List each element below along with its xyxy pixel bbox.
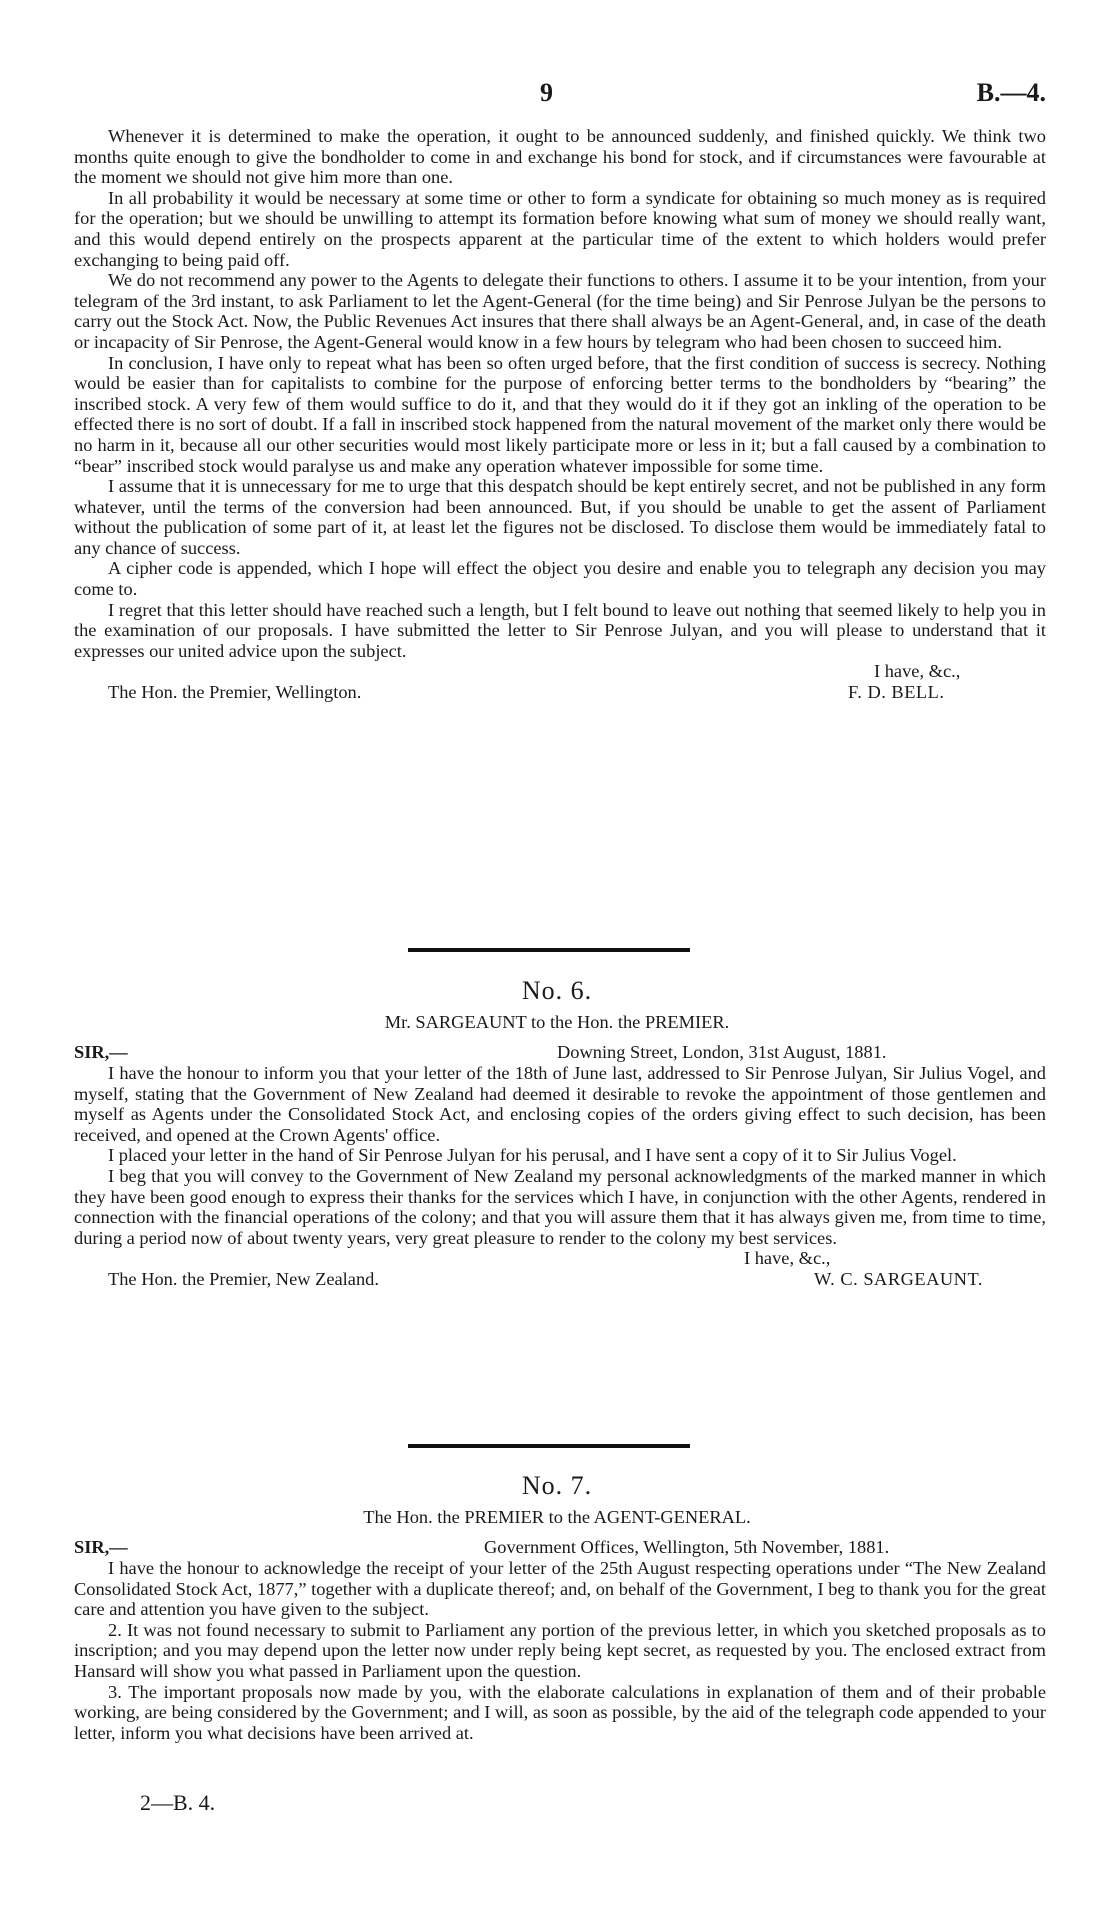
paragraph: 2. It was not found necessary to submit to Parliament any portion of the previous letter, in which you sketched proposals as to inscription; and you may depend upon the letter now under reply being kept secret, as requested by you. The enclosed extract from Hansard will show you what passed in Parliament upon the question. xyxy=(74,1619,1046,1681)
dateline: Downing Street, London, 31st August, 1881. xyxy=(557,1042,887,1062)
signer: F. D. BELL. xyxy=(848,682,945,703)
paragraph: 3. The important proposals now made by you, with the elaborate calculations in explanation of them and of their probable working, are being considered by the Government; and I will, as soon as possible, by the aid of the telegraph code appended to your letter, inform you what decisions have been arrived at. xyxy=(74,1681,1046,1743)
letter-number: No. 7. xyxy=(521,1471,593,1500)
sign-off: I have, &c., xyxy=(874,661,961,682)
letter-parties: Mr. SARGEAUNT to the Hon. the PREMIER. xyxy=(384,1012,730,1032)
page-number: 9 xyxy=(540,78,553,107)
dateline: Government Offices, Wellington, 5th November, 1881. xyxy=(484,1537,890,1557)
letter-closing xyxy=(74,661,1046,703)
paragraph: I placed your letter in the hand of Sir Penrose Julyan for his perusal, and I have sent a copy of it to Sir Julius Vogel. xyxy=(108,1145,957,1166)
section-divider xyxy=(408,1444,690,1448)
page-header xyxy=(0,78,1114,108)
letter-7-body xyxy=(74,1558,1046,1743)
paper-code: B.—4. xyxy=(976,78,1046,107)
paragraph: I have the honour to inform you that your letter of the 18th of June last, addressed to Sir Penrose Julyan, Sir Julius Vogel, and myself, stating that the Government of New Zealand had deemed it desirable to revoke the appointment of those gentlemen and myself as Agents under the Consolidated Stock Act, and enclosing copies of the orders giving effect to such decision, has been received, and opened at the Crown Agents' office. xyxy=(74,1063,1046,1145)
sign-off: I have, &c., xyxy=(744,1248,831,1269)
addressee: The Hon. the Premier, New Zealand. xyxy=(108,1269,379,1290)
salutation-row xyxy=(74,1042,1046,1064)
addressee: The Hon. the Premier, Wellington. xyxy=(108,682,362,703)
signer: W. C. SARGEAUNT. xyxy=(814,1269,983,1290)
letter-6-body xyxy=(74,1063,1046,1290)
paragraph: I assume that it is unnecessary for me to urge that this despatch should be kept entirely secret, and not be published in any form whatever, until the terms of the conversion had been announced. But, if you should be unable to get the assent of Parliament without the publication of some part of it, at least let the figures not be disclosed. To disclose them would be immediately fatal to any chance of success. xyxy=(74,476,1046,558)
paragraph: We do not recommend any power to the Agents to delegate their functions to others. I assume it to be your intention, from your telegram of the 3rd instant, to ask Parliament to let the Agent-General (for the time being) and Sir Penrose Julyan be the persons to carry out the Stock Act. Now, the Public Revenues Act insures that there shall always be an Agent-General, and, in case of the death or incapacity of Sir Penrose, the Agent-General would know in a few hours by telegram who had been chosen to succeed him. xyxy=(74,270,1046,352)
paragraph: Whenever it is determined to make the operation, it ought to be announced suddenly, and finished quickly. We think two months quite enough to give the bondholder to come in and exchange his bond for stock, and if circumstances were favourable at the moment we should not give him more than one. xyxy=(74,126,1046,188)
salutation: SIR,— xyxy=(74,1537,128,1557)
section-divider xyxy=(408,948,690,952)
letter-7-heading xyxy=(0,1471,1114,1528)
paragraph: In conclusion, I have only to repeat what has been so often urged before, that the first condition of success is secrecy. Nothing would be easier than for capitalists to combine for the purpose of enforcing better terms to the bondholders by “bearing” the inscribed stock. A very few of them would suffice to do it, and that they would do it if they got an inkling of the operation to be effected there is no sort of doubt. If a fall in inscribed stock happened from the natural movement of the market only there would be no harm in it, because all our other securities would most likely participate more or less in it; but a fall caused by a combination to “bear” inscribed stock would paralyse us and make any operation whatever impossible for some time. xyxy=(74,352,1046,476)
paragraph: I have the honour to acknowledge the receipt of your letter of the 25th August respecting operations under “The New Zealand Consolidated Stock Act, 1877,” together with a duplicate thereof; and, on behalf of the Government, I beg to thank you for the great care and attention you have given to the subject. xyxy=(74,1558,1046,1620)
paragraph: I beg that you will convey to the Government of New Zealand my personal acknowledgments of the marked manner in which they have been good enough to express their thanks for the services which I have, in conjunction with the other Agents, rendered in connection with the financial operations of the colony; and that you will assure them that it has always given me, from time to time, during a period now of about twenty years, very great pleasure to render to the colony my best services. xyxy=(74,1165,1046,1248)
paragraph: A cipher code is appended, which I hope will effect the object you desire and enable you to telegraph any decision you may come to. xyxy=(74,558,1046,600)
letter-5-body xyxy=(74,126,1046,703)
letter-6-heading xyxy=(0,976,1114,1033)
salutation-row xyxy=(74,1537,1046,1559)
letter-parties: The Hon. the PREMIER to the AGENT-GENERAL. xyxy=(363,1507,751,1527)
signature-mark: 2—B. 4. xyxy=(140,1790,216,1815)
salutation: SIR,— xyxy=(74,1042,128,1062)
letter-number: No. 6. xyxy=(521,976,593,1005)
paragraph: In all probability it would be necessary at some time or other to form a syndicate for obtaining so much money as is required for the operation; but we should be unwilling to attempt its formation before knowing what sum of money we should really want, and this would depend entirely on the prospects apparent at the particular time of the extent to which holders would prefer exchanging to being paid off. xyxy=(74,187,1046,270)
paragraph: I regret that this letter should have reached such a length, but I felt bound to leave out nothing that seemed likely to help you in the examination of our proposals. I have submitted the letter to Sir Penrose Julyan, and you will please to understand that it expresses our united advice upon the subject. xyxy=(74,599,1046,661)
letter-closing xyxy=(74,1248,1046,1290)
